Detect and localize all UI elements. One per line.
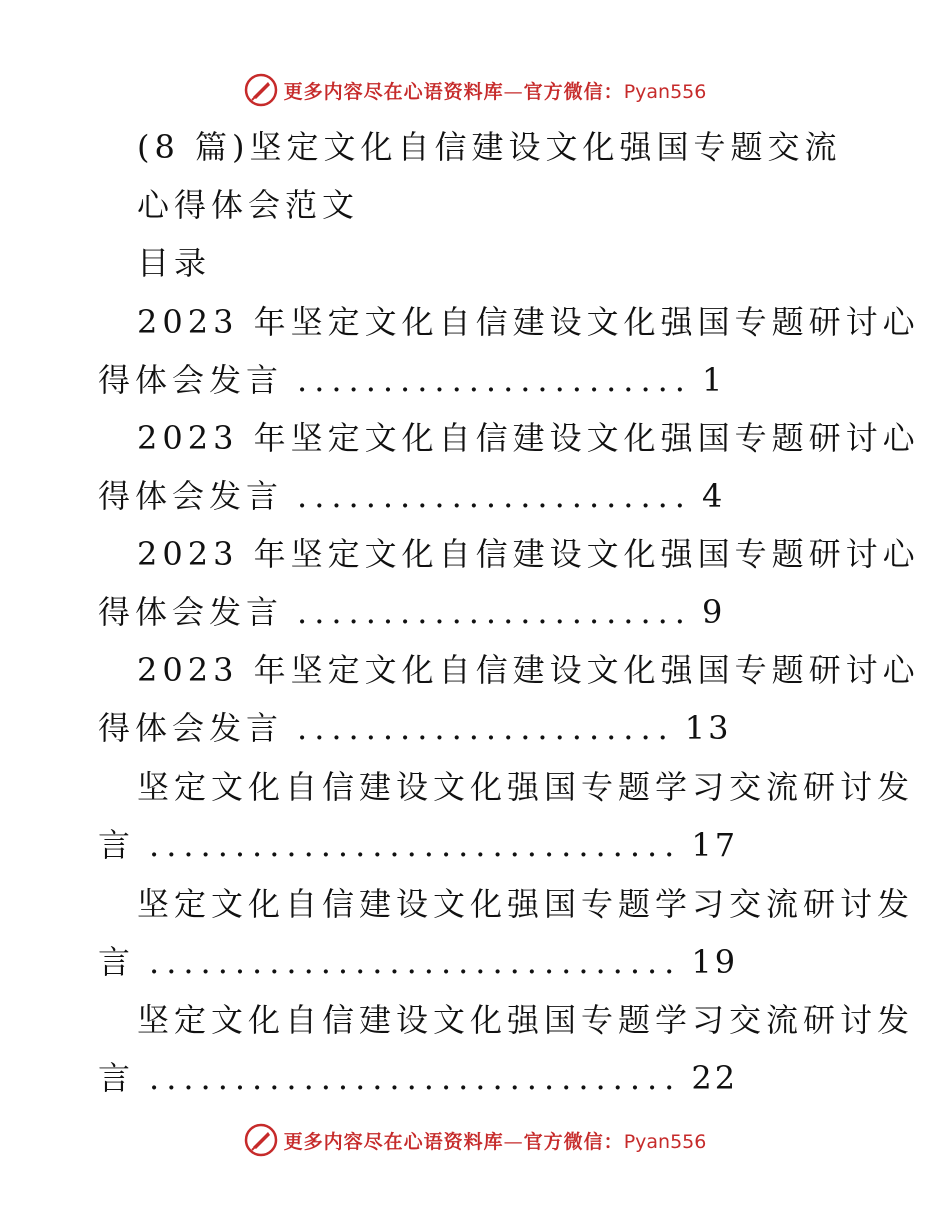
toc-page-number: 17 xyxy=(691,826,739,864)
toc-entry-4-title: 2023 年坚定文化自信建设文化强国专题研讨心 xyxy=(137,651,920,689)
toc-entry-title-cont: 得体会发言 xyxy=(98,477,284,515)
toc-page-number: 19 xyxy=(691,943,739,981)
toc-entry-6 xyxy=(98,942,738,982)
footer-banner xyxy=(0,1122,950,1158)
toc-entry-5-title: 坚定文化自信建设文化强国专题学习交流研讨发 xyxy=(137,768,915,806)
banner-text: 更多内容尽在心语资料库—官方微信：Pyan556 xyxy=(283,1130,707,1153)
toc-leader: ...................... xyxy=(297,709,675,747)
quill-logo-icon xyxy=(244,1123,278,1157)
toc-entry-4 xyxy=(98,708,732,748)
toc-entry-3-title: 2023 年坚定文化自信建设文化强国专题研讨心 xyxy=(137,535,920,573)
toc-entry-title-cont: 言 xyxy=(98,826,136,864)
toc-entry-title-cont: 得体会发言 xyxy=(98,361,284,399)
toc-entry-title-cont: 言 xyxy=(98,943,136,981)
toc-leader: ....................... xyxy=(297,593,692,631)
doc-title-line-1: (8 篇)坚定文化自信建设文化强国专题交流 xyxy=(137,128,842,166)
toc-page-number: 22 xyxy=(691,1059,739,1097)
toc-entry-2-title: 2023 年坚定文化自信建设文化强国专题研讨心 xyxy=(137,419,920,457)
doc-title-line-2: 心得体会范文 xyxy=(137,186,360,224)
toc-entry-title-cont: 得体会发言 xyxy=(98,709,284,747)
toc-leader: ............................... xyxy=(149,826,682,864)
toc-entry-3 xyxy=(98,592,725,632)
toc-page-number: 4 xyxy=(701,477,726,515)
toc-page-number: 13 xyxy=(684,709,732,747)
toc-leader: ....................... xyxy=(297,477,692,515)
toc-entry-5 xyxy=(98,825,738,865)
toc-entry-1 xyxy=(98,360,725,400)
toc-entry-title-cont: 言 xyxy=(98,1059,136,1097)
toc-entry-7 xyxy=(98,1058,738,1098)
toc-page-number: 9 xyxy=(701,593,726,631)
header-banner xyxy=(0,72,950,108)
toc-heading: 目录 xyxy=(137,244,212,282)
toc-entry-title-cont: 得体会发言 xyxy=(98,593,284,631)
toc-entry-7-title: 坚定文化自信建设文化强国专题学习交流研讨发 xyxy=(137,1001,915,1039)
toc-leader: ............................... xyxy=(149,943,682,981)
toc-page-number: 1 xyxy=(701,361,726,399)
toc-entry-6-title: 坚定文化自信建设文化强国专题学习交流研讨发 xyxy=(137,885,915,923)
toc-leader: ....................... xyxy=(297,361,692,399)
toc-entry-2 xyxy=(98,476,725,516)
quill-logo-icon xyxy=(244,73,278,107)
toc-entry-1-title: 2023 年坚定文化自信建设文化强国专题研讨心 xyxy=(137,303,920,341)
toc-leader: ............................... xyxy=(149,1059,682,1097)
banner-text: 更多内容尽在心语资料库—官方微信：Pyan556 xyxy=(283,80,707,103)
